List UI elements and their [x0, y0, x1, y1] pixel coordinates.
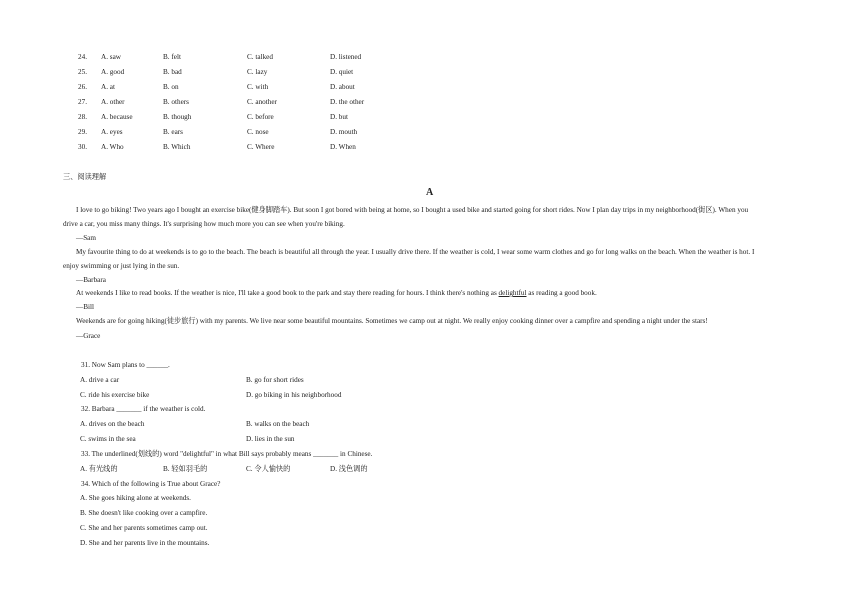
option-a: A. Who — [101, 143, 124, 151]
option-c: C. She and her parents sometimes camp out. — [80, 524, 208, 532]
question-number: 30. — [78, 143, 87, 151]
option-b: B. Which — [163, 143, 191, 151]
option-d: D. the other — [330, 98, 365, 106]
question-number: 29. — [78, 128, 87, 136]
question-number: 26. — [78, 83, 87, 91]
underlined-word: delightful — [498, 289, 527, 297]
question-stem: 33. The underlined(划线的) word "delightful" in what Bill says probably means _______ in Chinese. — [81, 450, 373, 458]
option-d: D. lies in the sun — [246, 435, 295, 443]
option-a: A. good — [101, 68, 125, 76]
option-b: B. walks on the beach — [246, 420, 310, 428]
option-c: C. another — [247, 98, 277, 106]
passage-paragraph: drive a car, you miss many things. It's surprising how much more you can see when you're biking. — [63, 220, 345, 228]
question-stem: 34. Which of the following is True about Grace? — [81, 480, 221, 488]
option-b: B. bad — [163, 68, 182, 76]
option-a: A. saw — [101, 53, 121, 61]
passage-paragraph: I love to go biking! Two years ago I bought an exercise bike(健身脚踏车). But soon I got bored with being at home, so I bought a used bike and started going for short rides. Now I plan day trips in my neighborhood(街区). When you — [76, 206, 749, 214]
question-stem: 31. Now Sam plans to ______. — [81, 361, 170, 369]
passage-paragraph: My favourite thing to do at weekends is to go to the beach. The beach is beautiful all through the year. I usually drive there. If the weather is cold, I wear some warm clothes and go for long walks on the beach. When the weather is hot. I — [76, 248, 755, 256]
option-d: D. go biking in his neighborhood — [246, 391, 342, 399]
option-d: D. about — [330, 83, 355, 91]
option-a: A. at — [101, 83, 115, 91]
question-number: 27. — [78, 98, 87, 106]
option-c: C. swims in the sea — [80, 435, 136, 443]
author-signature: —Bill — [76, 303, 94, 311]
option-b: B. She doesn't like cooking over a campfire. — [80, 509, 208, 517]
author-signature: —Sam — [76, 234, 96, 242]
passage-text: At weekends I like to read books. If the weather is nice, I'll take a good book to the park and stay there reading for hours. I think there's nothing as — [76, 289, 499, 297]
author-signature: —Barbara — [76, 276, 106, 284]
option-a: A. eyes — [101, 128, 123, 136]
option-a: A. She goes hiking alone at weekends. — [80, 494, 191, 502]
option-d: D. but — [330, 113, 348, 121]
question-number: 24. — [78, 53, 87, 61]
passage-text: as reading a good book. — [526, 289, 597, 297]
option-b: B. ears — [163, 128, 183, 136]
option-c: C. 令人愉快的 — [246, 465, 291, 473]
option-b: B. others — [163, 98, 189, 106]
option-c: C. lazy — [247, 68, 268, 76]
author-signature: —Grace — [76, 332, 101, 340]
question-stem: 32. Barbara _______ if the weather is cold. — [81, 405, 206, 413]
option-d: D. She and her parents live in the mountains. — [80, 539, 210, 547]
option-d: D. listened — [330, 53, 362, 61]
option-b: B. go for short rides — [246, 376, 304, 384]
option-a: A. 有光线的 — [80, 465, 118, 473]
option-d: D. 浅色调的 — [330, 465, 368, 473]
question-number: 25. — [78, 68, 87, 76]
passage-paragraph: Weekends are for going hiking(徒步旅行) with my parents. We live near some beautiful mountains. Sometimes we camp out at night. We really enjoy cooking dinner over a campfire and spending a night under the stars! — [76, 317, 708, 325]
option-a: A. drives on the beach — [80, 420, 145, 428]
option-b: B. 轻如羽毛的 — [163, 465, 208, 473]
option-b: B. on — [163, 83, 179, 91]
question-number: 28. — [78, 113, 87, 121]
option-d: D. mouth — [330, 128, 358, 136]
section-title: 三、阅读理解 — [63, 173, 107, 181]
passage-paragraph: enjoy swimming or just lying in the sun. — [63, 262, 180, 270]
option-c: C. nose — [247, 128, 269, 136]
option-c: C. with — [247, 83, 269, 91]
option-a: A. drive a car — [80, 376, 120, 384]
option-a: A. because — [101, 113, 133, 121]
option-d: D. quiet — [330, 68, 354, 76]
option-c: C. talked — [247, 53, 273, 61]
option-d: D. When — [330, 143, 356, 151]
option-c: C. ride his exercise bike — [80, 391, 150, 399]
passage-paragraph — [76, 289, 597, 298]
passage-title: A — [426, 187, 434, 198]
option-c: C. Where — [247, 143, 275, 151]
option-a: A. other — [101, 98, 125, 106]
option-b: B. though — [163, 113, 192, 121]
option-b: B. felt — [163, 53, 181, 61]
option-c: C. before — [247, 113, 274, 121]
